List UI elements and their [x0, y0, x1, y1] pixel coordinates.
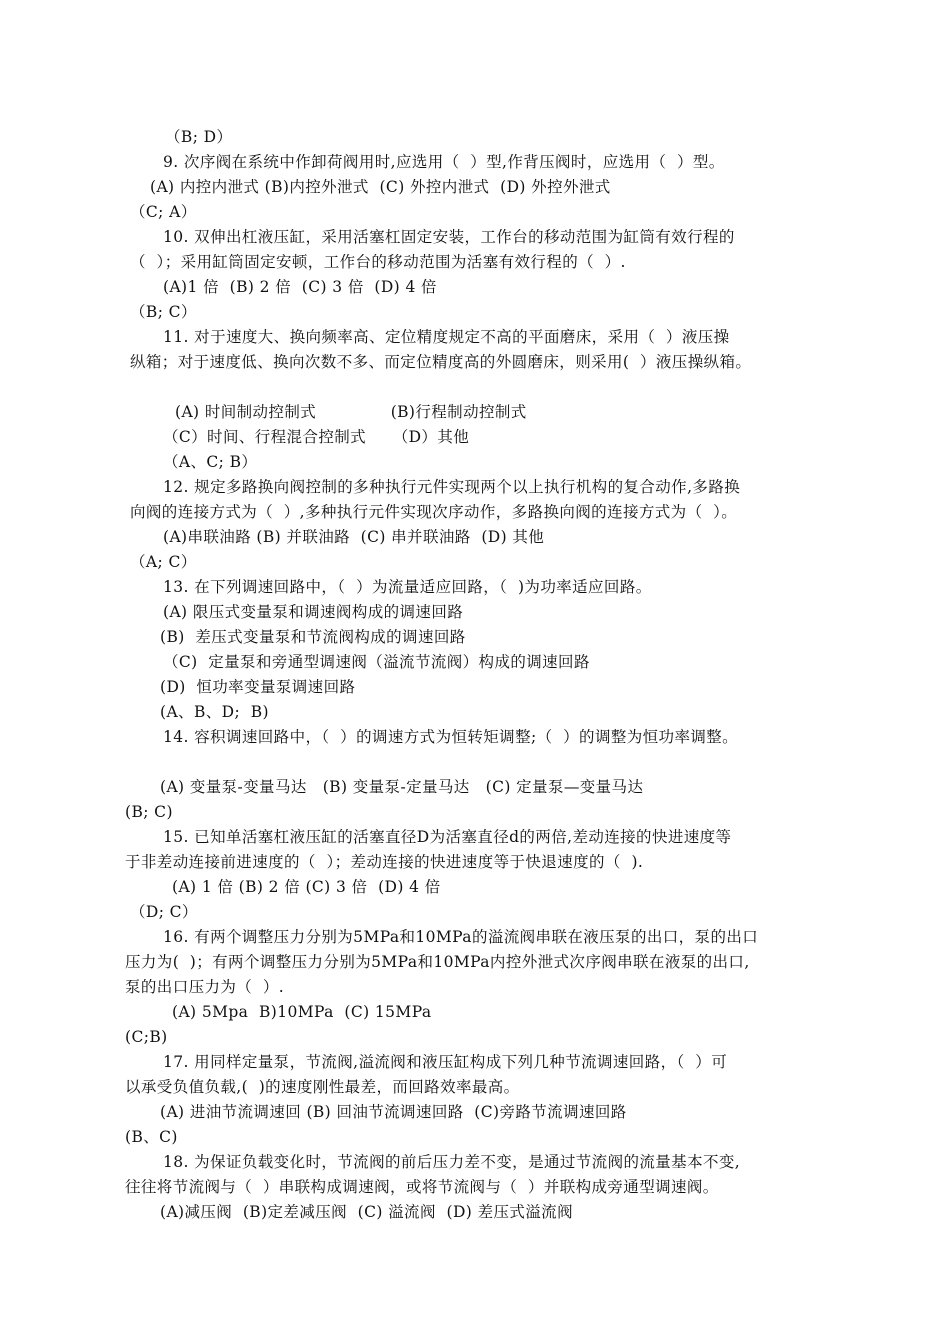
question-9-line-1: 9. 次序阀在系统中作卸荷阀用时,应选用（ ）型,作背压阀时，应选用（ ）型。 [163, 153, 725, 171]
question-13-answer: (A、B、D; B) [160, 703, 269, 721]
question-13-line-1: 13. 在下列调速回路中，（ ）为流量适应回路，（ )为功率适应回路。 [163, 578, 652, 596]
question-18-options: (A)减压阀 (B)定差减压阀 (C) 溢流阀 (D) 差压式溢流阀 [160, 1203, 573, 1221]
question-16-answer: (C;B) [125, 1028, 168, 1046]
answer-line: （B; D） [165, 128, 233, 146]
question-15-answer: （D; C） [130, 903, 198, 921]
question-14-line-1: 14. 容积调速回路中，（ ）的调速方式为恒转矩调整;（ ）的调整为恒功率调整。 [163, 728, 739, 746]
question-13-option-c: （C) 定量泵和旁通型调速阀（溢流节流阀）构成的调速回路 [163, 653, 590, 671]
question-18-line-1: 18. 为保证负载变化时，节流阀的前后压力差不变，是通过节流阀的流量基本不变, [163, 1153, 741, 1171]
question-15-options: (A) 1 倍 (B) 2 倍 (C) 3 倍 (D) 4 倍 [172, 878, 441, 896]
question-10-answer: （B; C） [130, 303, 197, 321]
question-9-options: (A) 内控内泄式 (B)内控外泄式 (C) 外控内泄式 (D) 外控外泄式 [150, 178, 611, 196]
question-17-answer: (B、C) [125, 1128, 178, 1146]
question-11-line-1: 11. 对于速度大、换向频率高、定位精度规定不高的平面磨床，采用（ ）液压操 [163, 328, 730, 346]
question-16-options: (A) 5Mpa B)10MPa (C) 15MPa [172, 1003, 432, 1021]
question-12-line-2: 向阀的连接方式为（ ）,多种执行元件实现次序动作，多路换向阀的连接方式为（ ）。 [130, 503, 738, 521]
question-15-line-2: 于非差动连接前进速度的（ ）；差动连接的快进速度等于快退速度的（ ). [125, 853, 644, 871]
question-13-option-a: (A) 限压式变量泵和调速阀构成的调速回路 [163, 603, 464, 621]
question-17-options: (A) 进油节流调速回 (B) 回油节流调速回路 (C)旁路节流调速回路 [160, 1103, 627, 1121]
question-17-line-2: 以承受负值负载,( )的速度刚性最差，而回路效率最高。 [125, 1078, 520, 1096]
question-13-option-b: (B) 差压式变量泵和节流阀构成的调速回路 [160, 628, 466, 646]
question-11-line-2: 纵箱；对于速度低、换向次数不多、而定位精度高的外圆磨床，则采用( ）液压操纵箱。 [130, 353, 752, 371]
question-18-line-2: 往往将节流阀与（ ）串联构成调速阀，或将节流阀与（ ）并联构成旁通型调速阀。 [125, 1178, 719, 1196]
question-14-options: (A) 变量泵-变量马达 (B) 变量泵-定量马达 (C) 定量泵—变量马达 [160, 778, 644, 796]
question-10-line-2: （ ）；采用缸筒固定安顿，工作台的移动范围为活塞有效行程的（ ）. [130, 253, 626, 271]
question-16-line-1: 16. 有两个调整压力分别为5MPa和10MPa的溢流阀串联在液压泵的出口，泵的出口 [163, 928, 759, 946]
question-16-line-3: 泵的出口压力为（ ）. [125, 978, 285, 996]
question-13-option-d: (D) 恒功率变量泵调速回路 [160, 678, 356, 696]
question-15-line-1: 15. 已知单活塞杠液压缸的活塞直径D为活塞直径d的两倍,差动连接的快进速度等 [163, 828, 732, 846]
question-12-options: (A)串联油路 (B) 并联油路 (C) 串并联油路 (D) 其他 [163, 528, 545, 546]
question-11-answer: （A、C; B） [163, 453, 258, 471]
question-11-options-2: （C）时间、行程混合控制式 （D）其他 [163, 428, 470, 446]
question-16-line-2: 压力为( )；有两个调整压力分别为5MPa和10MPa内控外泄式次序阀串联在液泵的出口, [125, 953, 750, 971]
question-9-answer: （C; A） [130, 203, 197, 221]
question-14-answer: (B; C) [125, 803, 173, 821]
question-17-line-1: 17. 用同样定量泵，节流阀,溢流阀和液压缸构成下列几种节流调速回路，（ ）可 [163, 1053, 728, 1071]
question-10-options: (A)1 倍 (B) 2 倍 (C) 3 倍 (D) 4 倍 [163, 278, 437, 296]
question-12-line-1: 12. 规定多路换向阀控制的多种执行元件实现两个以上执行机构的复合动作,多路换 [163, 478, 741, 496]
question-12-answer: （A; C） [130, 553, 197, 571]
question-11-options-1: (A) 时间制动控制式 (B)行程制动控制式 [175, 403, 527, 421]
question-10-line-1: 10. 双伸出杠液压缸，采用活塞杠固定安装，工作台的移动范围为缸筒有效行程的 [163, 228, 735, 246]
